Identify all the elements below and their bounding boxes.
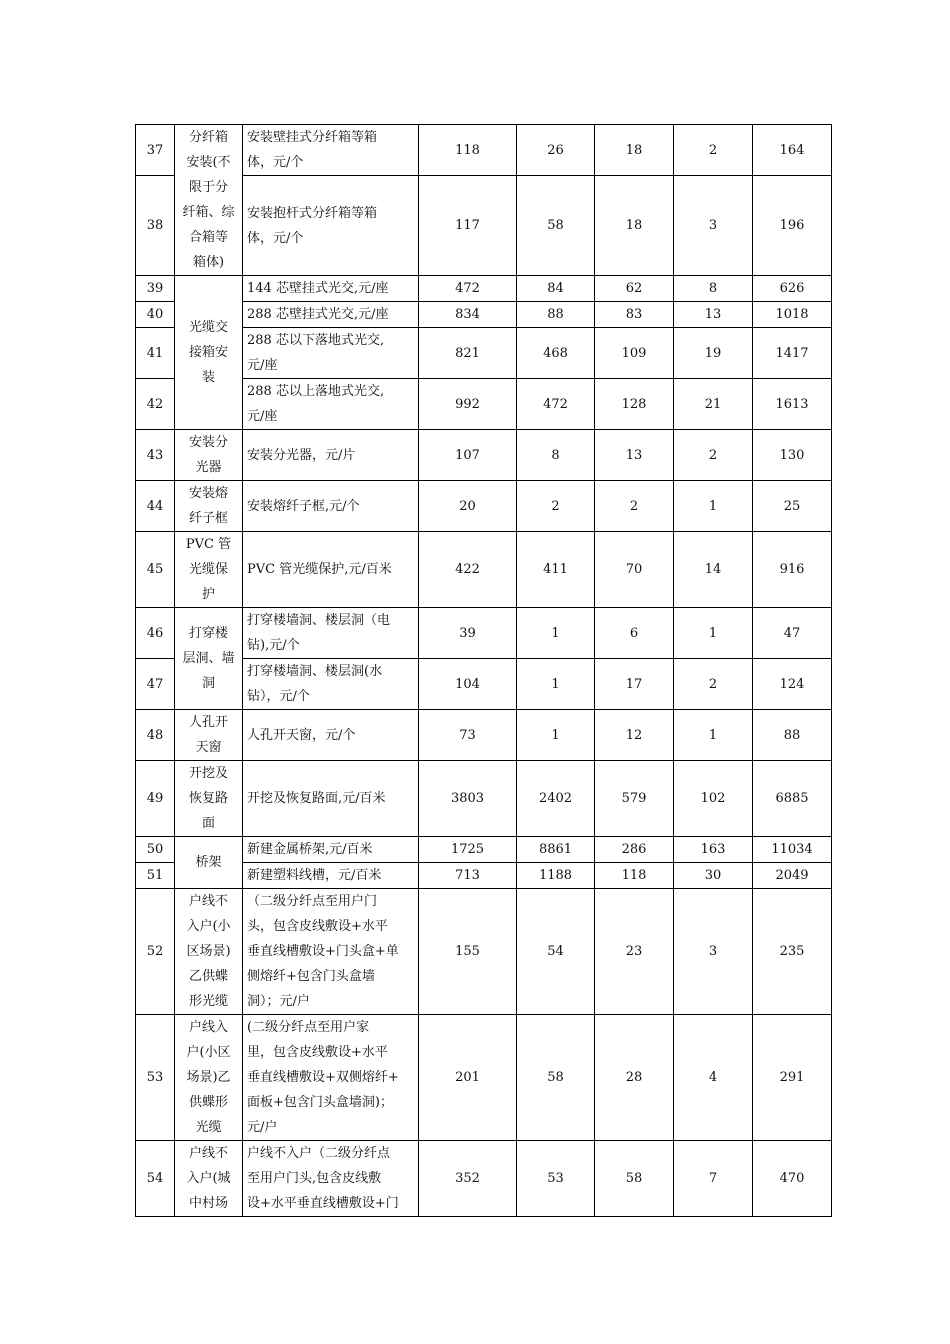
value-cell: 20 [419, 481, 517, 532]
row-number: 50 [136, 837, 175, 863]
value-cell: 4 [674, 1015, 753, 1141]
description-cell: 打穿楼墙洞、楼层洞(水 钻），元/个 [243, 659, 419, 710]
row-number: 49 [136, 761, 175, 837]
row-number: 45 [136, 532, 175, 608]
value-cell: 128 [595, 379, 674, 430]
category-cell: 打穿楼 层洞、墙 洞 [175, 608, 243, 710]
row-number: 41 [136, 328, 175, 379]
value-cell: 1 [674, 710, 753, 761]
total-cell: 25 [753, 481, 832, 532]
value-cell: 2 [674, 430, 753, 481]
category-cell: 户线入 户(小区 场景)乙 供蝶形 光缆 [175, 1015, 243, 1141]
value-cell: 117 [419, 176, 517, 276]
value-cell: 23 [595, 889, 674, 1015]
row-number: 48 [136, 710, 175, 761]
description-cell: PVC 管光缆保护,元/百米 [243, 532, 419, 608]
value-cell: 13 [595, 430, 674, 481]
total-cell: 1417 [753, 328, 832, 379]
value-cell: 472 [419, 276, 517, 302]
total-cell: 1613 [753, 379, 832, 430]
total-cell: 47 [753, 608, 832, 659]
value-cell: 2 [674, 125, 753, 176]
pricing-table [135, 124, 832, 1217]
description-cell: 开挖及恢复路面,元/百米 [243, 761, 419, 837]
value-cell: 163 [674, 837, 753, 863]
value-cell: 6 [595, 608, 674, 659]
value-cell: 201 [419, 1015, 517, 1141]
value-cell: 83 [595, 302, 674, 328]
value-cell: 1 [517, 710, 595, 761]
value-cell: 579 [595, 761, 674, 837]
value-cell: 1 [674, 608, 753, 659]
table-row [136, 125, 832, 176]
row-number: 52 [136, 889, 175, 1015]
category-cell: 开挖及 恢复路 面 [175, 761, 243, 837]
table-row [136, 1141, 832, 1217]
total-cell: 470 [753, 1141, 832, 1217]
description-cell: 安装抱杆式分纤箱等箱 体，元/个 [243, 176, 419, 276]
value-cell: 3 [674, 889, 753, 1015]
value-cell: 713 [419, 863, 517, 889]
value-cell: 2 [595, 481, 674, 532]
total-cell: 196 [753, 176, 832, 276]
value-cell: 1 [517, 659, 595, 710]
description-cell: 新建塑料线槽，元/百米 [243, 863, 419, 889]
value-cell: 352 [419, 1141, 517, 1217]
value-cell: 8 [517, 430, 595, 481]
value-cell: 1 [674, 481, 753, 532]
total-cell: 1018 [753, 302, 832, 328]
value-cell: 992 [419, 379, 517, 430]
total-cell: 11034 [753, 837, 832, 863]
value-cell: 18 [595, 176, 674, 276]
total-cell: 164 [753, 125, 832, 176]
value-cell: 104 [419, 659, 517, 710]
value-cell: 14 [674, 532, 753, 608]
value-cell: 70 [595, 532, 674, 608]
description-cell: （二级分纤点至用户门 头，包含皮线敷设+水平 垂直线槽敷设+门头盒+单 侧熔纤+包含门头盒墙 洞）；元/户 [243, 889, 419, 1015]
value-cell: 13 [674, 302, 753, 328]
row-number: 44 [136, 481, 175, 532]
category-cell: PVC 管 光缆保 护 [175, 532, 243, 608]
row-number: 54 [136, 1141, 175, 1217]
total-cell: 88 [753, 710, 832, 761]
value-cell: 109 [595, 328, 674, 379]
value-cell: 1188 [517, 863, 595, 889]
value-cell: 3803 [419, 761, 517, 837]
value-cell: 88 [517, 302, 595, 328]
table-row [136, 710, 832, 761]
value-cell: 821 [419, 328, 517, 379]
total-cell: 124 [753, 659, 832, 710]
value-cell: 155 [419, 889, 517, 1015]
value-cell: 53 [517, 1141, 595, 1217]
description-cell: 打穿楼墙洞、楼层洞（电 钻),元/个 [243, 608, 419, 659]
total-cell: 6885 [753, 761, 832, 837]
value-cell: 8861 [517, 837, 595, 863]
value-cell: 1725 [419, 837, 517, 863]
description-cell: 新建金属桥架,元/百米 [243, 837, 419, 863]
description-cell: 安装熔纤子框,元/个 [243, 481, 419, 532]
value-cell: 19 [674, 328, 753, 379]
value-cell: 2 [674, 659, 753, 710]
description-cell: 288 芯以上落地式光交, 元/座 [243, 379, 419, 430]
table-row [136, 889, 832, 1015]
table-row [136, 532, 832, 608]
category-cell: 人孔开 天窗 [175, 710, 243, 761]
value-cell: 30 [674, 863, 753, 889]
value-cell: 2402 [517, 761, 595, 837]
row-number: 46 [136, 608, 175, 659]
value-cell: 118 [419, 125, 517, 176]
category-cell: 安装熔 纤子框 [175, 481, 243, 532]
value-cell: 28 [595, 1015, 674, 1141]
total-cell: 626 [753, 276, 832, 302]
total-cell: 291 [753, 1015, 832, 1141]
row-number: 51 [136, 863, 175, 889]
category-cell: 分纤箱 安装(不 限于分 纤箱、综 合箱等 箱体) [175, 125, 243, 276]
value-cell: 8 [674, 276, 753, 302]
value-cell: 62 [595, 276, 674, 302]
total-cell: 235 [753, 889, 832, 1015]
value-cell: 468 [517, 328, 595, 379]
value-cell: 472 [517, 379, 595, 430]
description-cell: 安装分光器，元/片 [243, 430, 419, 481]
value-cell: 422 [419, 532, 517, 608]
value-cell: 12 [595, 710, 674, 761]
value-cell: 102 [674, 761, 753, 837]
table-row [136, 481, 832, 532]
value-cell: 21 [674, 379, 753, 430]
description-cell: 户线不入户（二级分纤点 至用户门头,包含皮线敷 设+水平垂直线槽敷设+门 [243, 1141, 419, 1217]
total-cell: 130 [753, 430, 832, 481]
description-cell: 人孔开天窗，元/个 [243, 710, 419, 761]
row-number: 42 [136, 379, 175, 430]
table-row [136, 761, 832, 837]
row-number: 38 [136, 176, 175, 276]
table-row [136, 1015, 832, 1141]
category-cell: 户线不 入户(小 区场景) 乙供蝶 形光缆 [175, 889, 243, 1015]
value-cell: 7 [674, 1141, 753, 1217]
row-number: 40 [136, 302, 175, 328]
description-cell: 144 芯壁挂式光交,元/座 [243, 276, 419, 302]
category-cell: 桥架 [175, 837, 243, 889]
row-number: 37 [136, 125, 175, 176]
value-cell: 411 [517, 532, 595, 608]
row-number: 53 [136, 1015, 175, 1141]
value-cell: 26 [517, 125, 595, 176]
description-cell: 安装壁挂式分纤箱等箱 体，元/个 [243, 125, 419, 176]
value-cell: 118 [595, 863, 674, 889]
value-cell: 1 [517, 608, 595, 659]
value-cell: 58 [517, 1015, 595, 1141]
category-cell: 安装分 光器 [175, 430, 243, 481]
value-cell: 286 [595, 837, 674, 863]
row-number: 39 [136, 276, 175, 302]
description-cell: 288 芯壁挂式光交,元/座 [243, 302, 419, 328]
row-number: 47 [136, 659, 175, 710]
table-row [136, 276, 832, 302]
table-row [136, 837, 832, 863]
value-cell: 58 [517, 176, 595, 276]
table-row [136, 430, 832, 481]
description-cell: (二级分纤点至用户家 里，包含皮线敷设+水平 垂直线槽敷设+双侧熔纤+ 面板+包含门头盒墙洞)； 元/户 [243, 1015, 419, 1141]
row-number: 43 [136, 430, 175, 481]
value-cell: 18 [595, 125, 674, 176]
category-cell: 户线不 入户(城 中村场 [175, 1141, 243, 1217]
category-cell: 光缆交 接箱安 装 [175, 276, 243, 430]
value-cell: 39 [419, 608, 517, 659]
value-cell: 58 [595, 1141, 674, 1217]
value-cell: 17 [595, 659, 674, 710]
description-cell: 288 芯以下落地式光交, 元/座 [243, 328, 419, 379]
table-row [136, 608, 832, 659]
value-cell: 107 [419, 430, 517, 481]
value-cell: 834 [419, 302, 517, 328]
value-cell: 84 [517, 276, 595, 302]
value-cell: 54 [517, 889, 595, 1015]
total-cell: 2049 [753, 863, 832, 889]
value-cell: 73 [419, 710, 517, 761]
total-cell: 916 [753, 532, 832, 608]
value-cell: 2 [517, 481, 595, 532]
value-cell: 3 [674, 176, 753, 276]
